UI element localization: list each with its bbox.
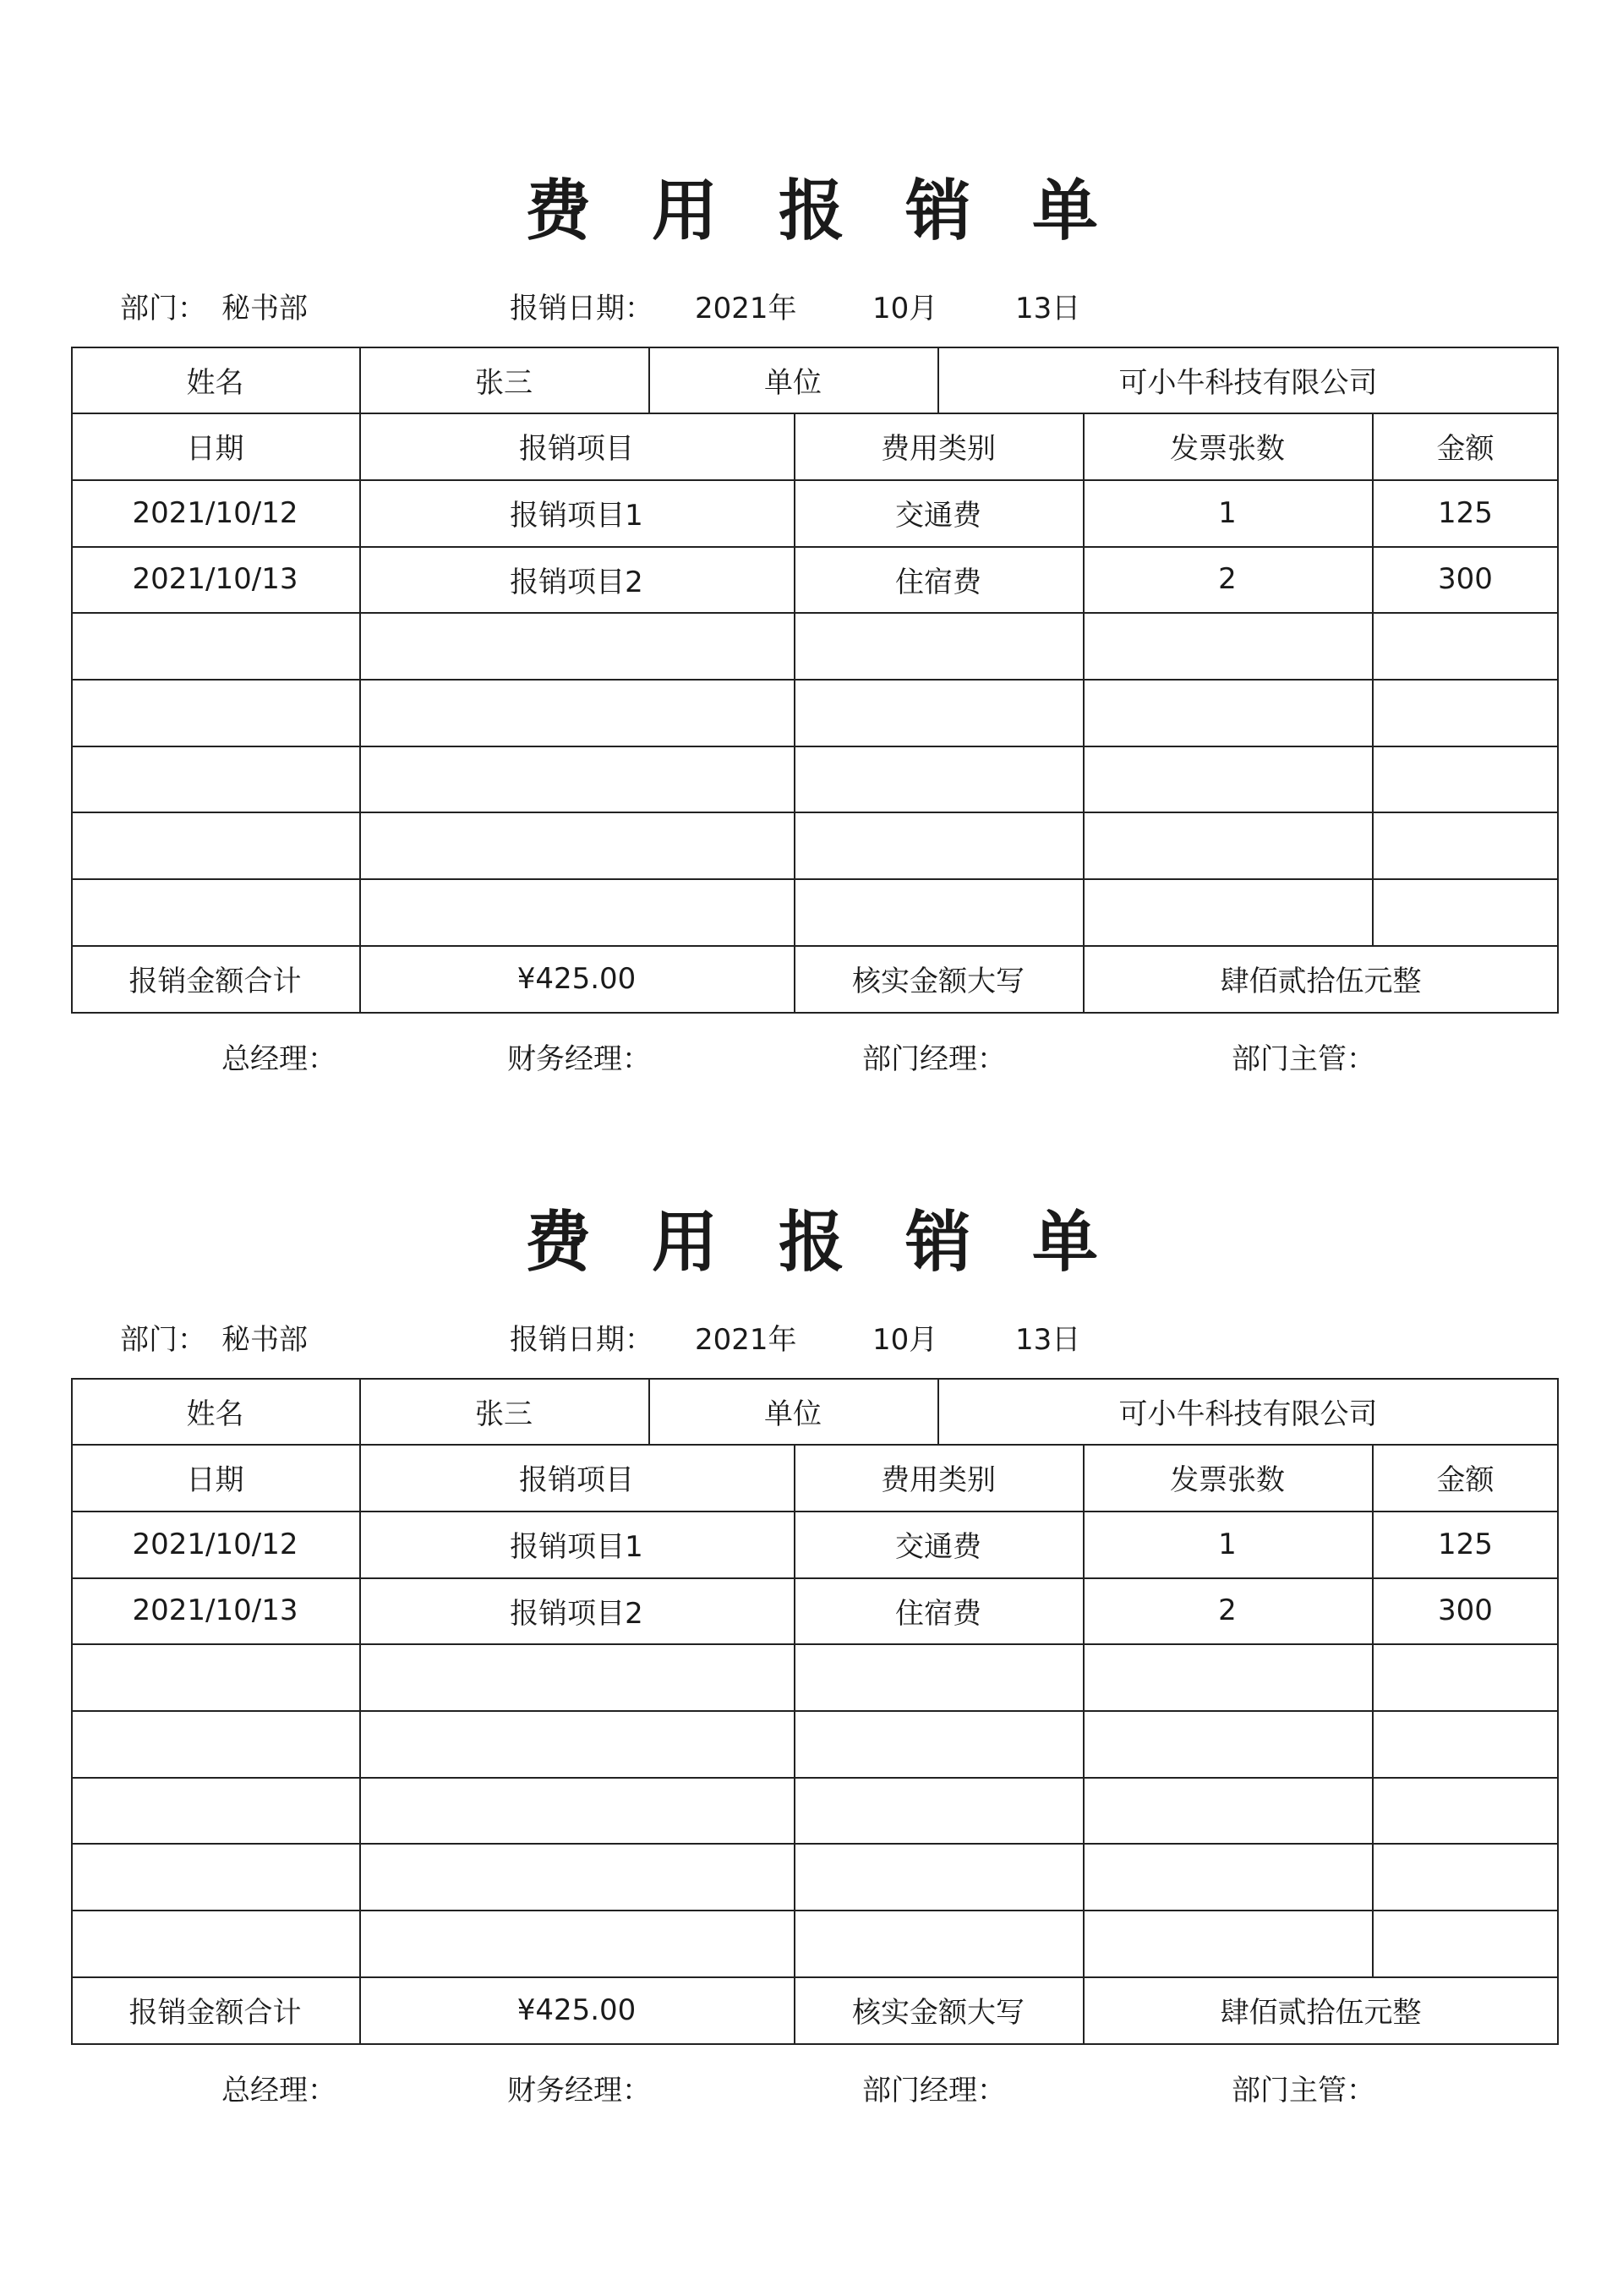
row-1-category: 交通费 [895,1530,981,1564]
row-1-amount: 125 [1438,495,1493,530]
date-day: 13日 [1015,1323,1081,1357]
row-2-amount: 300 [1438,562,1493,596]
unit-value: 可小牛科技有限公司 [1118,365,1378,400]
date-year: 2021年 [695,292,797,325]
row-2-date: 2021/10/13 [132,1594,298,1627]
signature-department-supervisor: 部门主管： [1232,2074,1375,2107]
date-month: 10月 [872,1323,938,1357]
capital-label: 核实金额大写 [852,1996,1025,2030]
capital-value: 肆佰贰拾伍元整 [1220,1996,1422,2030]
unit-label: 单位 [764,1397,822,1431]
row-2-category: 住宿费 [895,565,981,599]
row-2-amount: 300 [1438,1594,1493,1627]
form-title [0,1196,1623,1289]
column-header-item: 报销项目 [519,1463,634,1497]
name-value: 张三 [475,1397,533,1431]
column-header-invoice-count: 发票张数 [1170,1463,1285,1497]
row-1-invoice-count: 1 [1218,1527,1237,1561]
expense-form-2 [0,1031,1623,2107]
title-char: 销 [905,1205,972,1281]
total-label: 报销金额合计 [128,965,302,998]
unit-value: 可小牛科技有限公司 [1118,1397,1378,1431]
signature-department-manager: 部门经理： [862,1042,1006,1076]
row-1-item: 报销项目1 [510,1530,643,1564]
date-label: 报销日期： [510,292,653,325]
form-title [0,165,1623,258]
title-char: 销 [905,173,972,249]
signature-finance-manager: 财务经理： [507,2074,651,2107]
title-char: 费 [524,173,591,249]
expense-table [71,1378,1559,2046]
row-2-invoice-count: 2 [1218,562,1237,596]
row-2-item: 报销项目2 [510,565,643,599]
signature-general-manager: 总经理： [221,1042,336,1076]
date-label: 报销日期： [510,1323,653,1357]
expense-form-1 [0,0,1623,1076]
signature-department-supervisor: 部门主管： [1232,1042,1375,1076]
date-month: 10月 [872,292,938,325]
title-char: 用 [651,1205,718,1281]
date-year: 2021年 [695,1323,797,1357]
row-1-amount: 125 [1438,1527,1493,1561]
column-header-amount: 金额 [1436,432,1495,466]
title-char: 费 [524,1205,591,1281]
row-2-invoice-count: 2 [1218,1594,1237,1627]
row-2-item: 报销项目2 [510,1596,643,1631]
column-header-date: 日期 [186,1463,244,1497]
capital-value: 肆佰贰拾伍元整 [1220,965,1422,998]
row-2-date: 2021/10/13 [132,562,298,596]
total-value: ¥425.00 [516,1993,637,2027]
row-2-category: 住宿费 [895,1596,981,1631]
unit-label: 单位 [764,365,822,400]
expense-table [71,347,1559,1014]
row-1-category: 交通费 [895,499,981,533]
title-char: 单 [1032,1205,1099,1281]
department-label: 部门： [120,1323,206,1357]
date-day: 13日 [1015,292,1081,325]
title-char: 报 [778,173,844,249]
total-value: ¥425.00 [516,961,637,996]
column-header-item: 报销项目 [519,432,634,466]
column-header-category: 费用类别 [881,1463,996,1497]
name-label: 姓名 [186,365,244,400]
name-value: 张三 [475,365,533,400]
department-value: 秘书部 [221,1323,308,1357]
department-label: 部门： [120,292,206,325]
name-label: 姓名 [186,1397,244,1431]
title-char: 报 [778,1205,844,1281]
signature-department-manager: 部门经理： [862,2074,1006,2107]
column-header-category: 费用类别 [881,432,996,466]
column-header-amount: 金额 [1436,1463,1495,1497]
signature-finance-manager: 财务经理： [507,1042,651,1076]
row-1-invoice-count: 1 [1218,495,1237,530]
title-char: 用 [651,173,718,249]
department-value: 秘书部 [221,292,308,325]
signature-general-manager: 总经理： [221,2074,336,2107]
column-header-date: 日期 [186,432,244,466]
total-label: 报销金额合计 [128,1996,302,2030]
row-1-date: 2021/10/12 [132,495,298,530]
capital-label: 核实金额大写 [852,965,1025,998]
column-header-invoice-count: 发票张数 [1170,432,1285,466]
title-char: 单 [1032,173,1099,249]
row-1-item: 报销项目1 [510,499,643,533]
row-1-date: 2021/10/12 [132,1527,298,1561]
